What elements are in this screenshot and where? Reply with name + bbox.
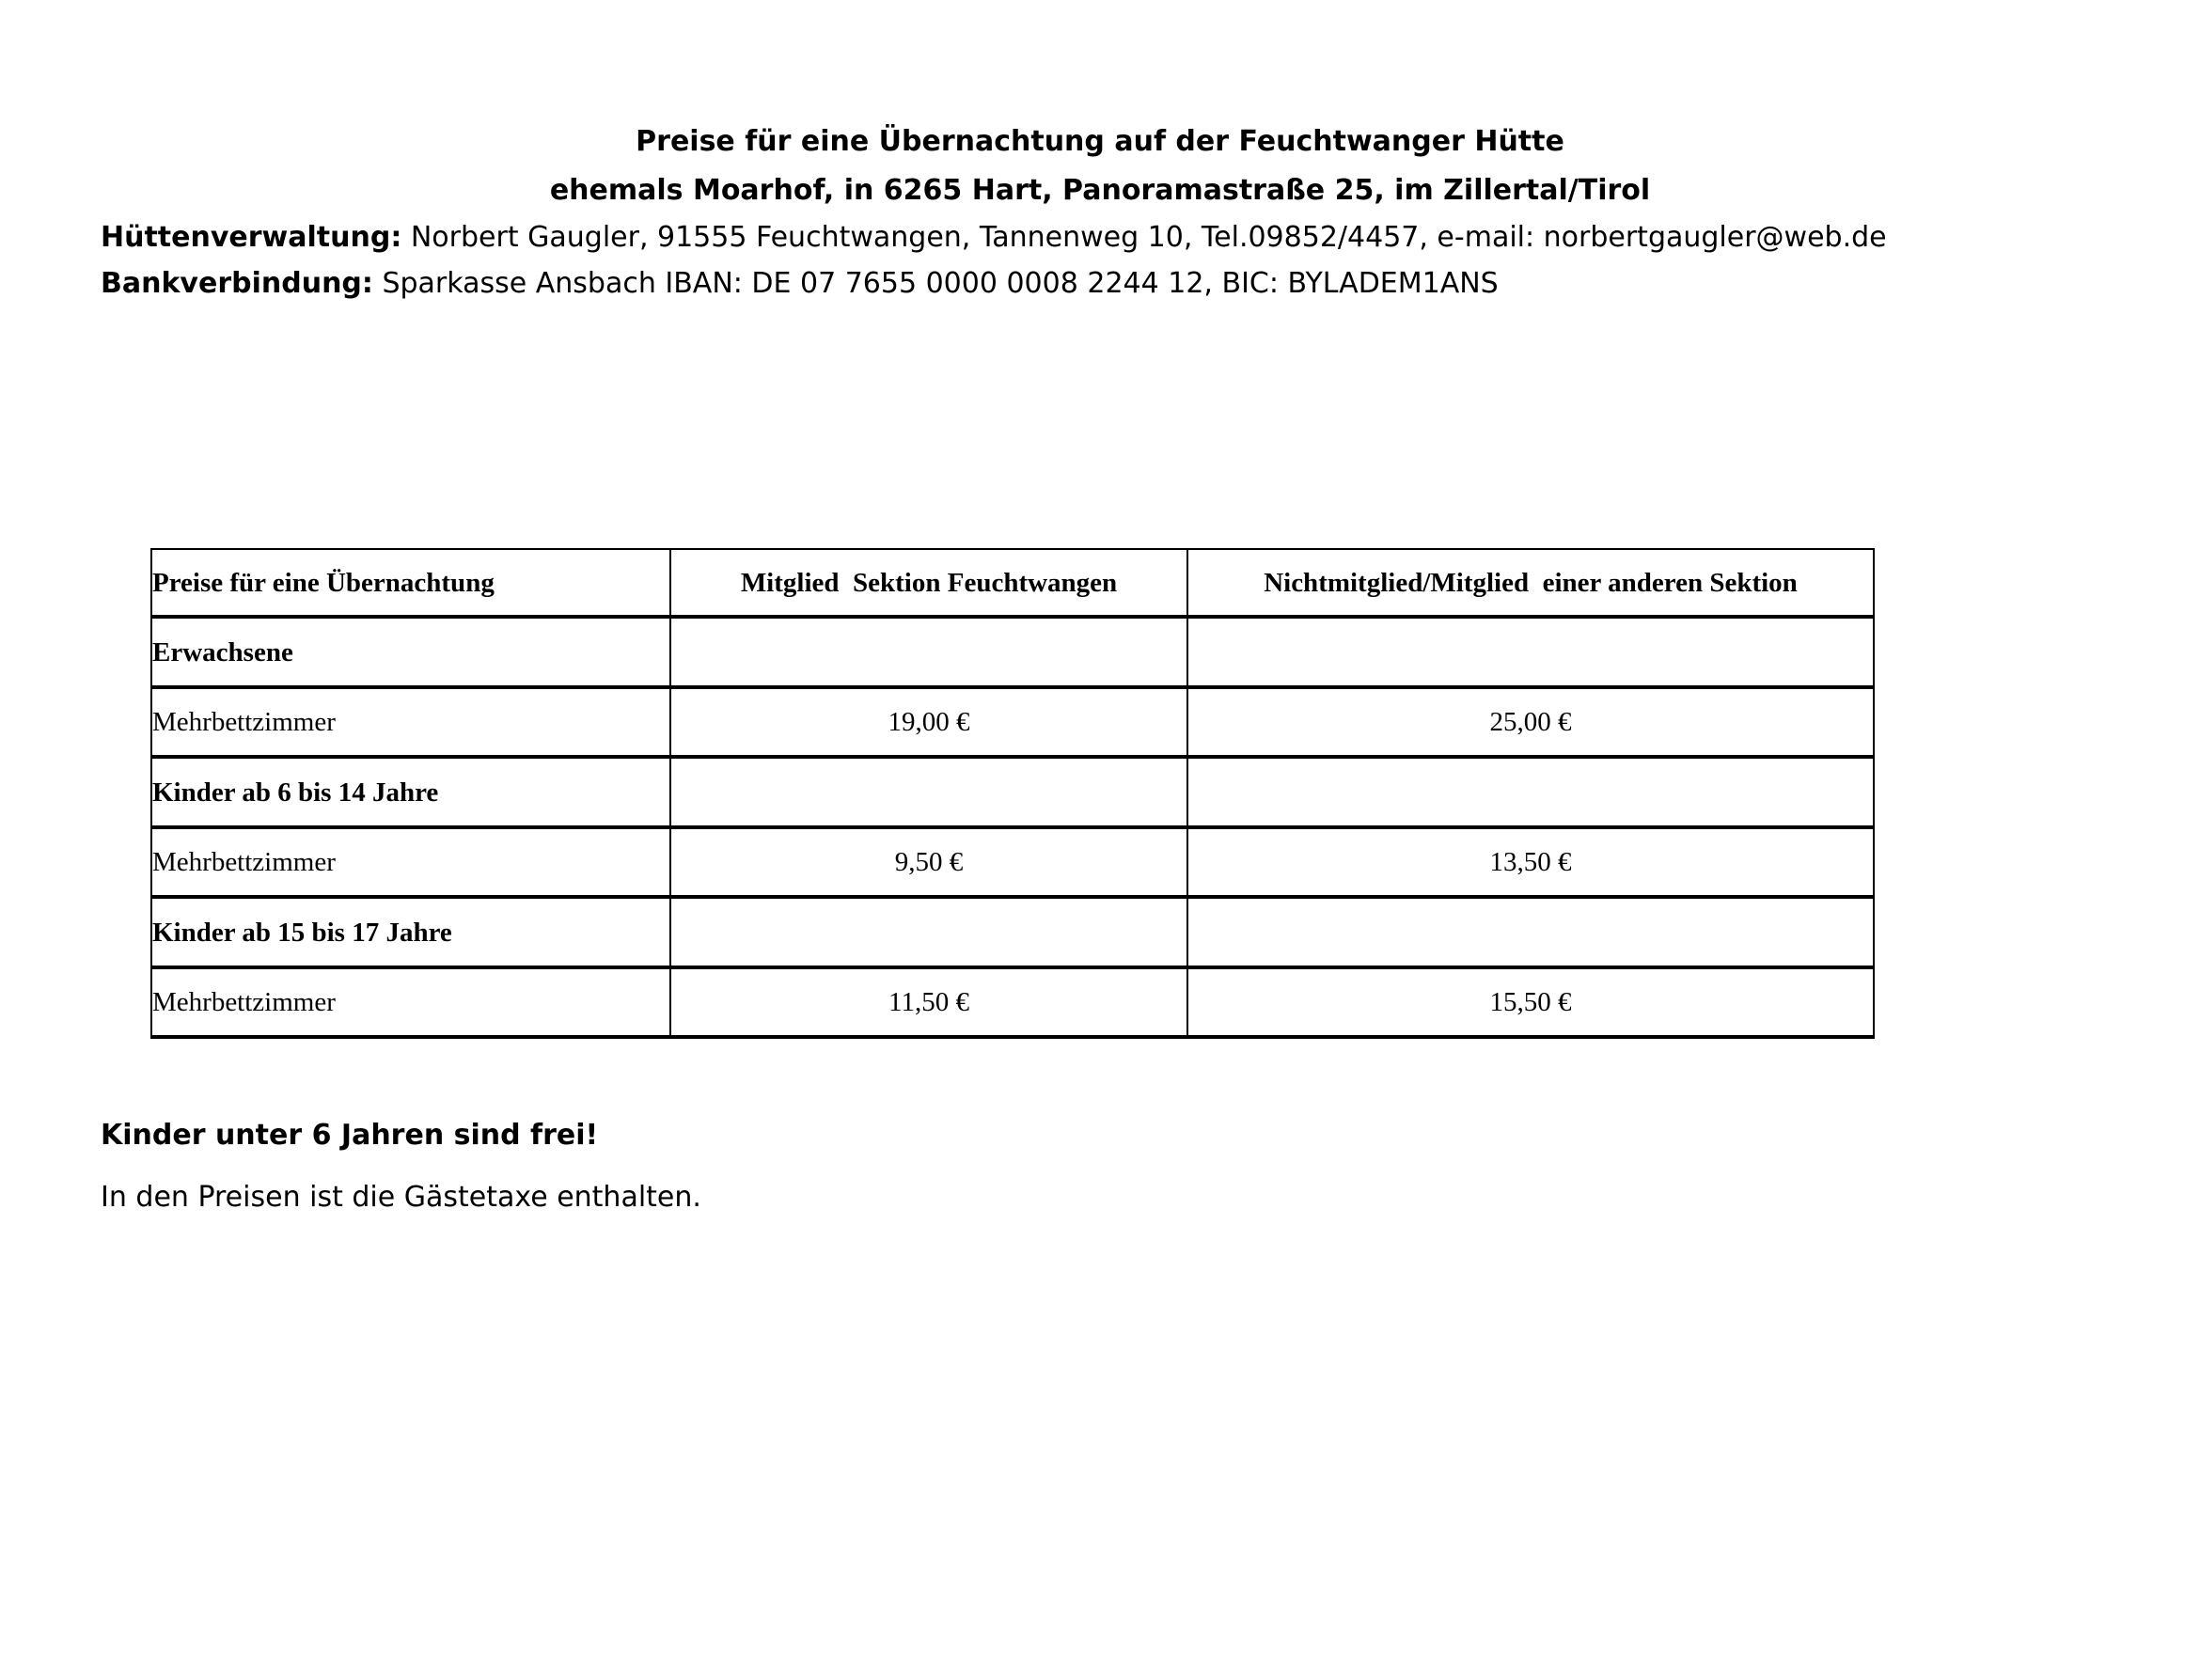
price-table-header-row xyxy=(151,549,1874,617)
member-price xyxy=(670,757,1187,827)
nonmember-price: 15,50 € xyxy=(1187,967,1874,1037)
hut-administration-text: Norbert Gaugler, 91555 Feuchtwangen, Tannenweg 10, Tel.09852/4457, e-mail: norbertgaugler@web.de xyxy=(401,221,1887,254)
page-title: Preise für eine Übernachtung auf der Feuchtwanger Hütte xyxy=(636,125,1564,158)
nonmember-price xyxy=(1187,617,1874,687)
nonmember-price: 13,50 € xyxy=(1187,827,1874,897)
hut-administration-label: Hüttenverwaltung: xyxy=(101,221,402,254)
bank-details-line xyxy=(101,266,2200,302)
nonmember-price xyxy=(1187,897,1874,967)
row-label: Kinder ab 6 bis 14 Jahre xyxy=(151,757,670,827)
member-price: 9,50 € xyxy=(670,827,1187,897)
member-price xyxy=(670,897,1187,967)
table-row-children-15-17-dorm xyxy=(151,967,1874,1037)
row-label: Kinder ab 15 bis 17 Jahre xyxy=(151,897,670,967)
header-nonmember-section: Nichtmitglied/Mitglied einer anderen Sektion xyxy=(1187,549,1874,617)
table-row-children-15-17-group xyxy=(151,897,1874,967)
page-subtitle: ehemals Moarhof, in 6265 Hart, Panoramastraße 25, im Zillertal/Tirol xyxy=(549,174,1651,207)
document-page xyxy=(0,124,2200,1680)
table-row-children-6-14-group xyxy=(151,757,1874,827)
header-category: Preise für eine Übernachtung xyxy=(151,549,670,617)
hut-administration-line xyxy=(101,220,2200,256)
nonmember-price xyxy=(1187,757,1874,827)
price-table xyxy=(150,548,1875,1039)
table-row-adults-dorm xyxy=(151,687,1874,757)
row-label: Mehrbettzimmer xyxy=(151,967,670,1037)
table-row-adults-group xyxy=(151,617,1874,687)
free-children-note: Kinder unter 6 Jahren sind frei! xyxy=(101,1119,599,1152)
member-price xyxy=(670,617,1187,687)
header-member-section: Mitglied Sektion Feuchtwangen xyxy=(670,549,1187,617)
table-row-children-6-14-dorm xyxy=(151,827,1874,897)
bank-details-label: Bankverbindung: xyxy=(101,267,373,300)
member-price: 19,00 € xyxy=(670,687,1187,757)
guest-tax-note: In den Preisen ist die Gästetaxe enthalten. xyxy=(101,1181,701,1214)
row-label: Erwachsene xyxy=(151,617,670,687)
bank-details-text: Sparkasse Ansbach IBAN: DE 07 7655 0000 0008 2244 12, BIC: BYLADEM1ANS xyxy=(372,267,1499,300)
member-price: 11,50 € xyxy=(670,967,1187,1037)
nonmember-price: 25,00 € xyxy=(1187,687,1874,757)
row-label: Mehrbettzimmer xyxy=(151,827,670,897)
row-label: Mehrbettzimmer xyxy=(151,687,670,757)
